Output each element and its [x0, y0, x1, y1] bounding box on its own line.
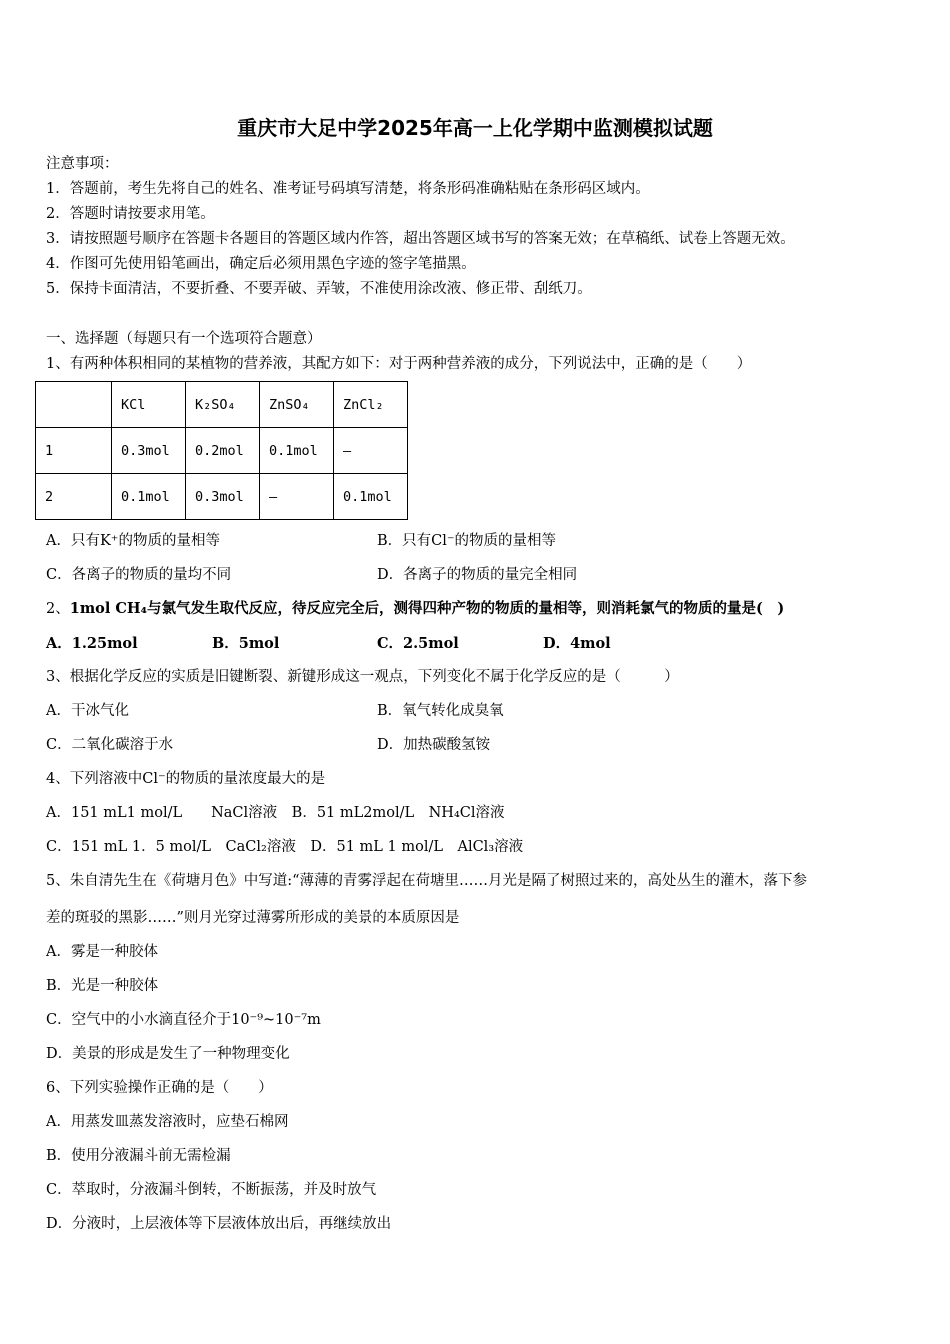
q5-option-d: D．美景的形成是发生了一种物理变化 — [46, 1046, 290, 1062]
table-header-cell: ZnSO₄ — [260, 382, 334, 428]
q2-option-a: A．1.25mol — [46, 635, 138, 652]
notice-item-2: 2．答题时请按要求用笔。 — [46, 206, 215, 222]
notice-item-4: 4．作图可先使用铅笔画出，确定后必须用黑色字迹的签字笔描黑。 — [46, 256, 476, 272]
q5-option-b: B．光是一种胶体 — [46, 978, 159, 994]
q6-option-b: B．使用分液漏斗前无需检漏 — [46, 1148, 231, 1164]
q6-option-c: C．萃取时，分液漏斗倒转，不断振荡，并及时放气 — [46, 1182, 377, 1198]
table-cell: — — [334, 428, 408, 474]
q1-stem: 1、有两种体积相同的某植物的营养液，其配方如下：对于两种营养液的成分，下列说法中，正确的是（ ） — [46, 356, 752, 372]
q2-stem — [46, 597, 784, 618]
q5-option-c: C．空气中的小水滴直径介于10⁻⁹~10⁻⁷m — [46, 1012, 321, 1028]
table-header-cell: K₂SO₄ — [186, 382, 260, 428]
table-header-row — [36, 382, 408, 428]
q6-option-a: A．用蒸发皿蒸发溶液时，应垫石棉网 — [46, 1114, 289, 1130]
q2-number: 2、 — [46, 601, 70, 617]
table-row — [36, 428, 408, 474]
table-header-cell — [36, 382, 112, 428]
table-header-cell: ZnCl₂ — [334, 382, 408, 428]
q1-option-c: C．各离子的物质的量均不同 — [46, 567, 232, 583]
notice-heading: 注意事项： — [46, 156, 119, 172]
table-cell: 0.3mol — [112, 428, 186, 474]
q3-option-a: A．干冰气化 — [46, 703, 129, 719]
q3-option-c: C．二氧化碳溶于水 — [46, 737, 174, 753]
q2-stem-text: 1mol CH₄与氯气发生取代反应，待反应完全后，测得四种产物的物质的量相等，则消耗氯气的物质的量是( ) — [69, 600, 785, 617]
q1-option-b: B．只有Cl⁻的物质的量相等 — [377, 533, 557, 549]
notice-item-5: 5．保持卡面清洁，不要折叠、不要弄破、弄皱，不准使用涂改液、修正带、刮纸刀。 — [46, 281, 592, 297]
q2-option-d: D．4mol — [543, 635, 611, 652]
table-cell: 0.1mol — [260, 428, 334, 474]
table-cell: 0.3mol — [186, 474, 260, 520]
section-heading: 一、选择题（每题只有一个选项符合题意） — [46, 331, 322, 347]
q6-option-d: D．分液时，上层液体等下层液体放出后，再继续放出 — [46, 1216, 392, 1232]
q4-stem: 4、下列溶液中Cl⁻的物质的量浓度最大的是 — [46, 771, 326, 787]
table-header-cell: KCl — [112, 382, 186, 428]
q6-stem: 6、下列实验操作正确的是（ ） — [46, 1080, 273, 1096]
q5-stem-line-1: 5、朱自清先生在《荷塘月色》中写道:“薄薄的青雾浮起在荷塘里……月光是隔了树照过来的，高处丛生的灌木，落下参 — [46, 873, 808, 889]
notice-item-3: 3．请按照题号顺序在答题卡各题目的答题区域内作答，超出答题区域书写的答案无效；在草稿纸、试卷上答题无效。 — [46, 231, 795, 247]
table-cell: 1 — [36, 428, 112, 474]
q4-options-ab: A．151 mL1 mol/L NaCl溶液 B．51 mL2mol/L NH₄Cl溶液 — [46, 805, 505, 821]
nutrient-table — [35, 381, 408, 520]
q3-option-b: B．氧气转化成臭氧 — [377, 703, 504, 719]
table-cell: — — [260, 474, 334, 520]
table-cell: 0.1mol — [334, 474, 408, 520]
q5-stem-line-2: 差的斑驳的黑影……”则月光穿过薄雾所形成的美景的本质原因是 — [46, 910, 460, 926]
q2-option-c: C．2.5mol — [377, 635, 459, 652]
q3-option-d: D．加热碳酸氢铵 — [377, 737, 491, 753]
table-cell: 2 — [36, 474, 112, 520]
q1-option-d: D．各离子的物质的量完全相同 — [377, 567, 578, 583]
q3-stem: 3、根据化学反应的实质是旧键断裂、新键形成这一观点，下列变化不属于化学反应的是（ ） — [46, 669, 679, 685]
table-cell: 0.2mol — [186, 428, 260, 474]
q1-option-a: A．只有K⁺的物质的量相等 — [46, 533, 220, 549]
page-title: 重庆市大足中学2025年高一上化学期中监测模拟试题 — [237, 116, 713, 140]
table-row — [36, 474, 408, 520]
table-cell: 0.1mol — [112, 474, 186, 520]
notice-item-1: 1．答题前，考生先将自己的姓名、准考证号码填写清楚，将条形码准确粘贴在条形码区域内。 — [46, 181, 650, 197]
q5-option-a: A．雾是一种胶体 — [46, 944, 158, 960]
q2-option-b: B．5mol — [212, 635, 280, 652]
q4-options-cd: C．151 mL 1．5 mol/L CaCl₂溶液 D．51 mL 1 mol/L AlCl₃溶液 — [46, 839, 524, 855]
